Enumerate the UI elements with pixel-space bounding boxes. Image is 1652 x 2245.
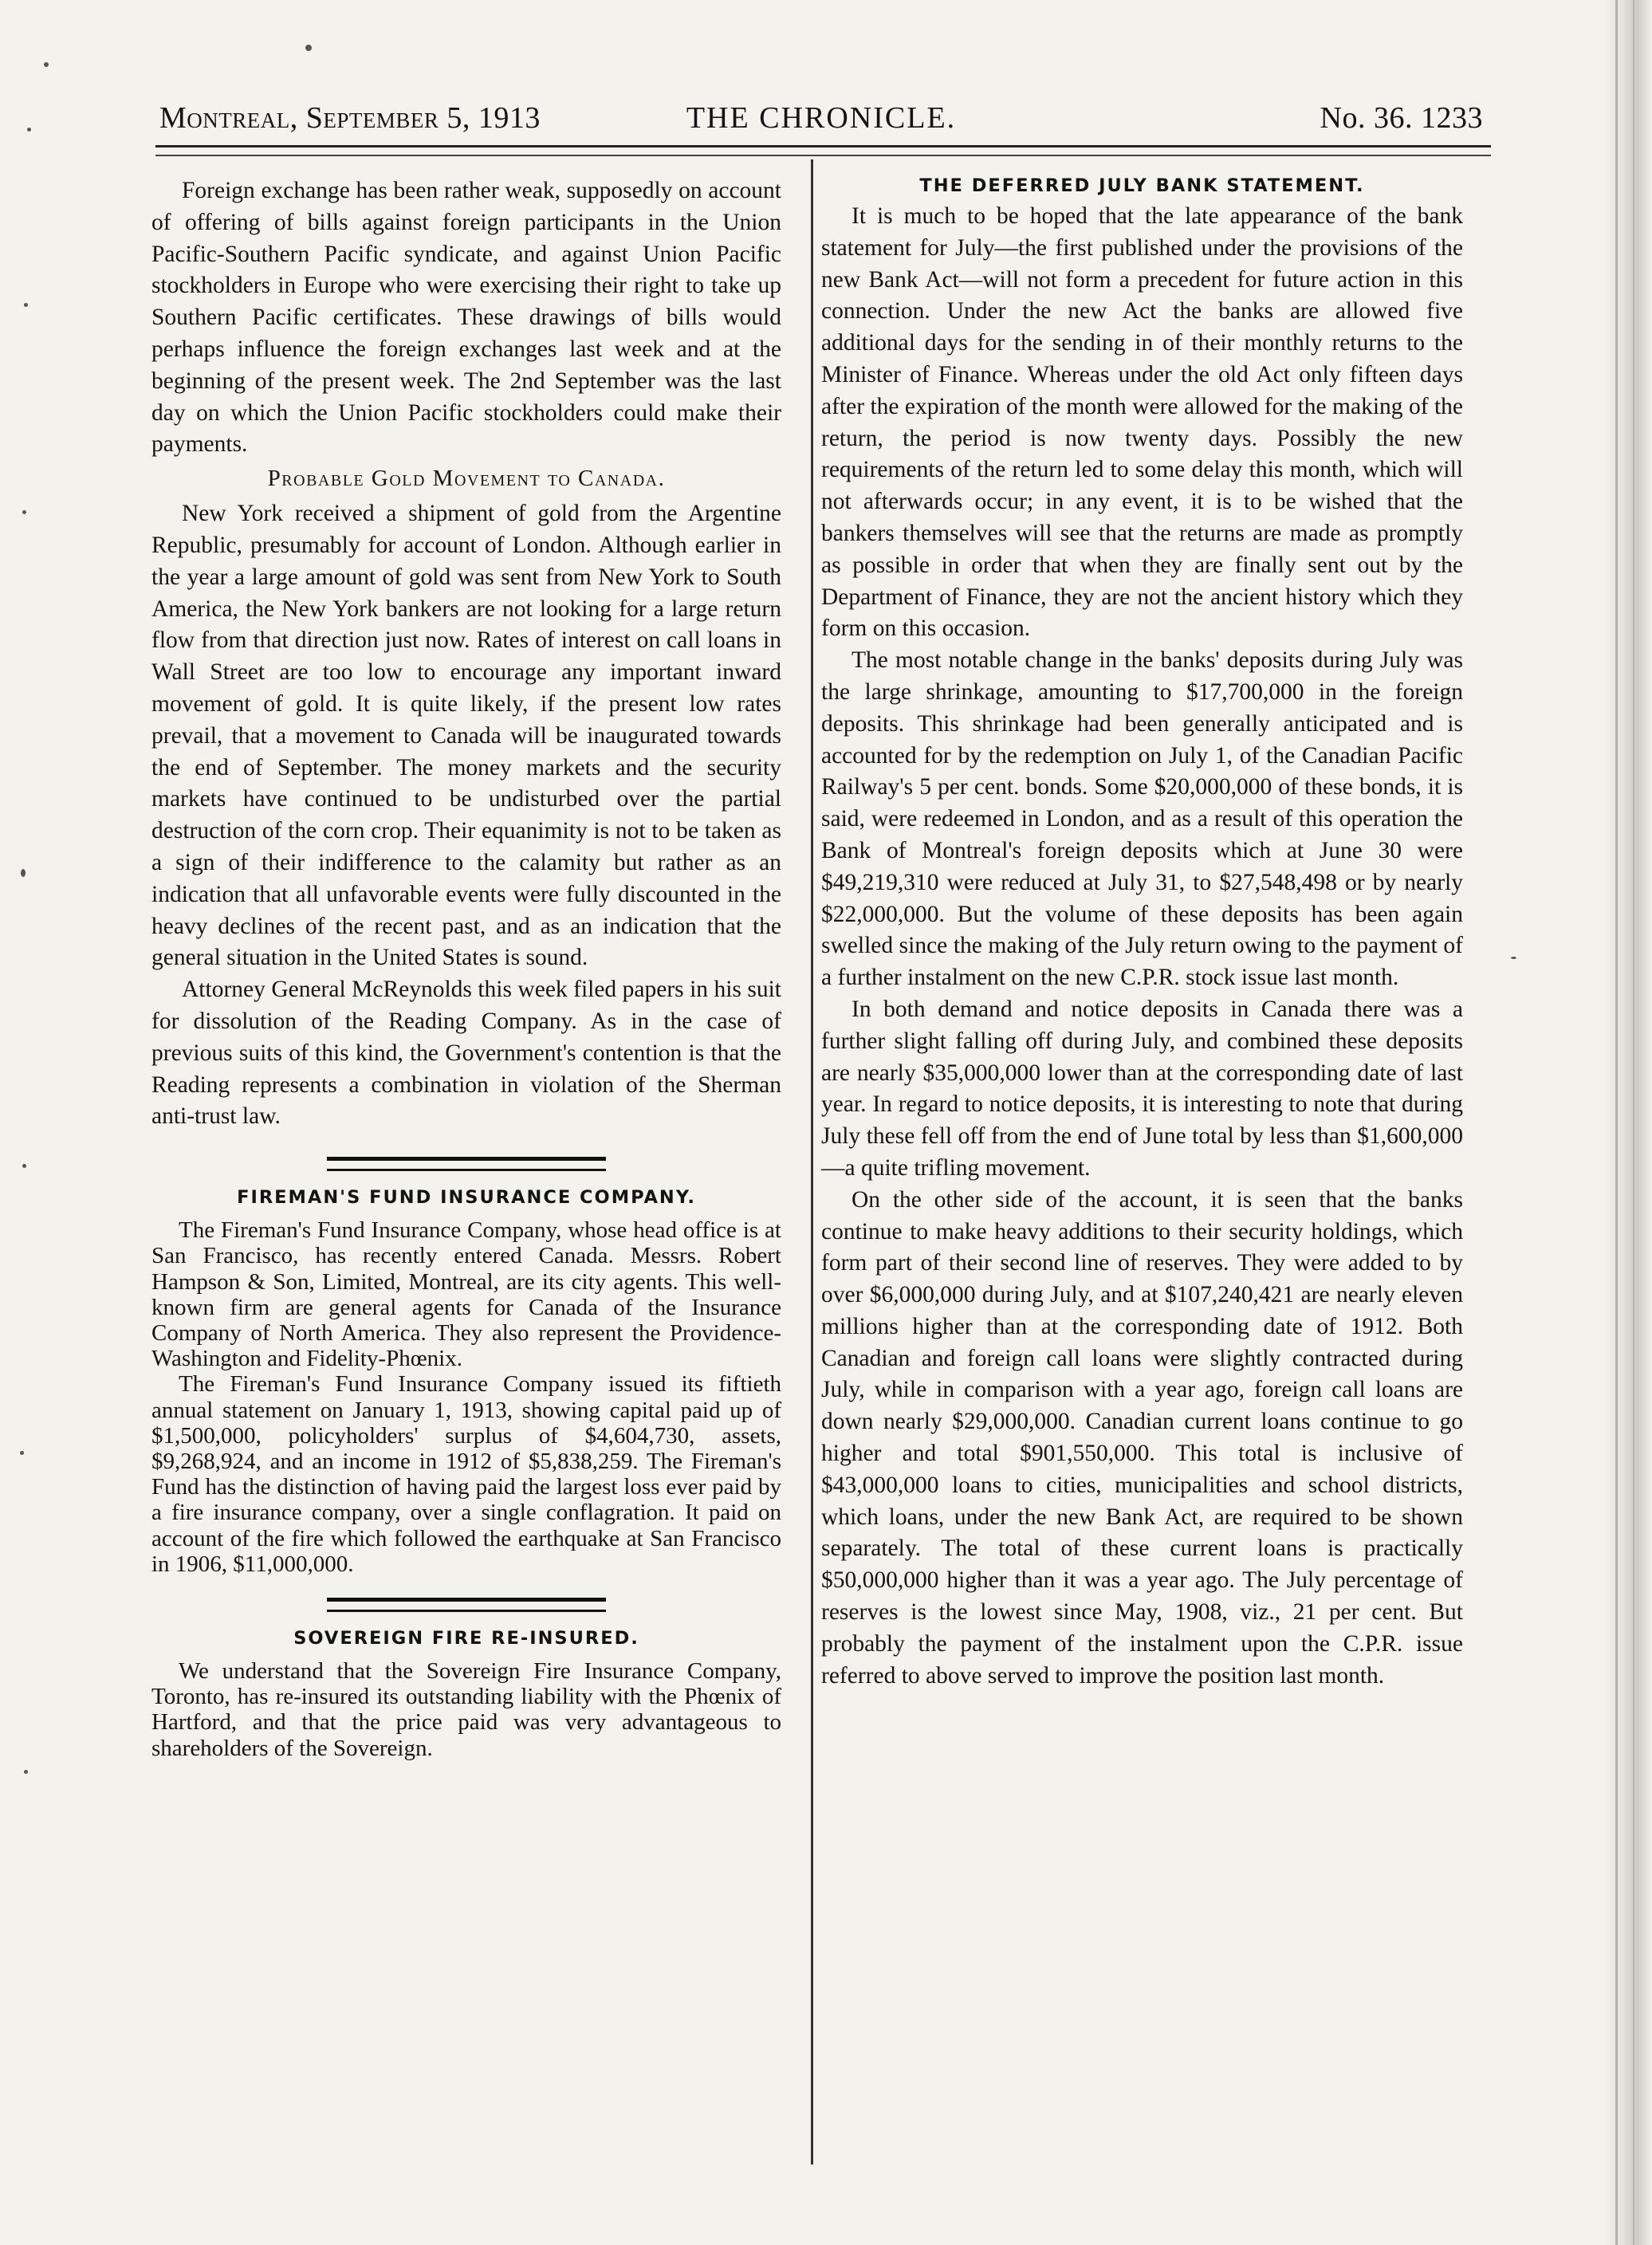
foreign-deposits-paragraph: The most notable change in the banks' deposits during July was the large shrinkage, amounting to $17,700,000 in the foreign deposits. This shrinkage had been generally anticipated and is accounted for by the redemption on July 1, of the Canadian Pacific Railway's 5 per cent. bonds. Some $20,000,000 of these bonds, it is said, were redeemed in London, and as a result of this operation the Bank of Montreal's foreign deposits which at June 30 were $49,219,310 were reduced at July 31, to $27,548,498 or by nearly $22,000,000. But the volume of these deposits has been again swelled since the making of the July return owing to the payment of a further instalment on the new C.P.R. stock issue last month. — [821, 647, 1463, 991]
firemans-fund-statement-paragraph: The Fireman's Fund Insurance Company issued its fiftieth annual statement on January 1, 1913, showing capital paid up of $1,500,000, policyholders' surplus of $4,604,730, assets, $9,268,924, and an income in 1912 of $5,838,259. The Fireman's Fund has the distinction of having paid the largest loss ever paid by a fire insurance company, over a single conflagration. It paid on account of the fire which followed the earthquake at San Francisco in 1906, $11,000,000. — [151, 1371, 781, 1577]
gold-movement-subheading: Probable Gold Movement to Canada. — [267, 466, 666, 492]
section-divider — [327, 1157, 606, 1171]
gold-shipment-paragraph: New York received a shipment of gold from the Argentine Republic, presumably for account of London. Although earlier in the year a large amount of gold was sent from New York to South America, the New York bankers are not looking for a large return flow from that direction just now. Rates of interest on call loans in Wall Street are too low to encourage any important inward movement of gold. It is quite likely, if the present low rates prevail, that a movement to Canada will be inaugurated towards the end of September. The money markets and the security markets have continued to be undisturbed over the partial destruction of the corn crop. Their equanimity is not to be taken as a sign of their indifference to the calamity but rather as an indication that all unfavorable events were fully discounted in the heavy declines of the recent past, and as an indication that the general situation in the United States is sound. — [151, 501, 781, 971]
firemans-fund-heading: FIREMAN'S FUND INSURANCE COMPANY. — [237, 1187, 696, 1209]
late-statement-paragraph: It is much to be hoped that the late appearance of the bank statement for July—the first published under the provisions of the new Bank Act—will not form a precedent for future action in this connection. Under the new Act the banks are allowed five additional days for the sending in of their monthly returns to the Minister of Finance. Whereas under the old Act only fifteen days after the expiration of the month were allowed for the making of the return, the period is now twenty days. Possibly the new requirements of the return led to some delay this month, which will not afterwards occur; in any event, it is to be wished that the bankers themselves will see that the returns are made as promptly as possible in order that when they are finally sent out by the Department of Finance, they are not the ancient history which they form on this occasion. — [821, 203, 1463, 642]
foreign-exchange-paragraph: Foreign exchange has been rather weak, supposedly on account of offering of bills against foreign participants in the Union Pacific-Southern Pacific syndicate, and against Union Pacific stockholders in Europe who were exercising their right to take up Southern Pacific certificates. These drawings of bills would perhaps influence the foreign exchanges last week and at the beginning of the present week. The 2nd September was the last day on which the Union Pacific stockholders could make their payments. — [151, 178, 781, 458]
sovereign-fire-paragraph: We understand that the Sovereign Fire Insurance Company, Toronto, has re-insured its outstanding liability with the Phœnix of Hartford, and that the price paid was very advantageous to shareholders of the Sovereign. — [151, 1657, 781, 1761]
page-edge — [1601, 0, 1652, 2245]
section-divider — [327, 1598, 606, 1612]
header-dateline: Montreal, September 5, 1913 — [159, 101, 541, 135]
securities-loans-paragraph: On the other side of the account, it is seen that the banks continue to make heavy additions to their security holdings, which form part of their second line of reserves. They were added to by over $6,000,000 during July, and at $107,240,421 are nearly eleven millions higher than at the corresponding date of 1912. Both Canadian and foreign call loans were slightly contracted during July, while in comparison with a year ago, foreign call loans are down nearly $29,000,000. Canadian current loans continue to go higher and total $901,550,000. This total is inclusive of $43,000,000 loans to cities, municipalities and school districts, which loans, under the new Bank Act, are required to be shown separately. The total of these current loans is practically $50,000,000 higher than it was a year ago. The July percentage of reserves is the lowest since May, 1908, viz., 21 per cent. But probably the payment of the instalment upon the C.P.R. issue referred to above served to improve the position last month. — [821, 1186, 1463, 1689]
reading-company-paragraph: Attorney General McReynolds this week filed papers in his suit for dissolution of the Reading Company. As in the case of previous suits of this kind, the Government's contention is that the Reading represents a combination in violation of the Sherman anti-trust law. — [151, 977, 781, 1130]
right-column — [821, 175, 1463, 1692]
left-column — [151, 175, 781, 1761]
page-header — [159, 100, 1483, 148]
deferred-bank-statement-heading: THE DEFERRED JULY BANK STATEMENT. — [919, 175, 1365, 196]
firemans-fund-entry-paragraph: The Fireman's Fund Insurance Company, whose head office is at San Francisco, has recently entered Canada. Messrs. Robert Hampson & Son, Limited, Montreal, are its city agents. This well-known firm are general agents for Canada of the Insurance Company of North America. They also represent the Providence-Washington and Fidelity-Phœnix. — [151, 1217, 781, 1372]
canada-deposits-paragraph: In both demand and notice deposits in Canada there was a further slight falling off during July, and combined these deposits are nearly $35,000,000 lower than at the corresponding date of last year. In regard to notice deposits, it is interesting to note that during July these fell off from the end of June total by less than $1,600,000—a quite trifling movement. — [821, 996, 1463, 1181]
column-divider — [811, 159, 813, 2164]
issue-page-number: No. 36. 1233 — [1320, 101, 1483, 135]
sovereign-fire-heading: SOVEREIGN FIRE RE-INSURED. — [293, 1627, 639, 1649]
header-rule — [155, 145, 1491, 156]
publication-title: THE CHRONICLE. — [686, 101, 957, 135]
